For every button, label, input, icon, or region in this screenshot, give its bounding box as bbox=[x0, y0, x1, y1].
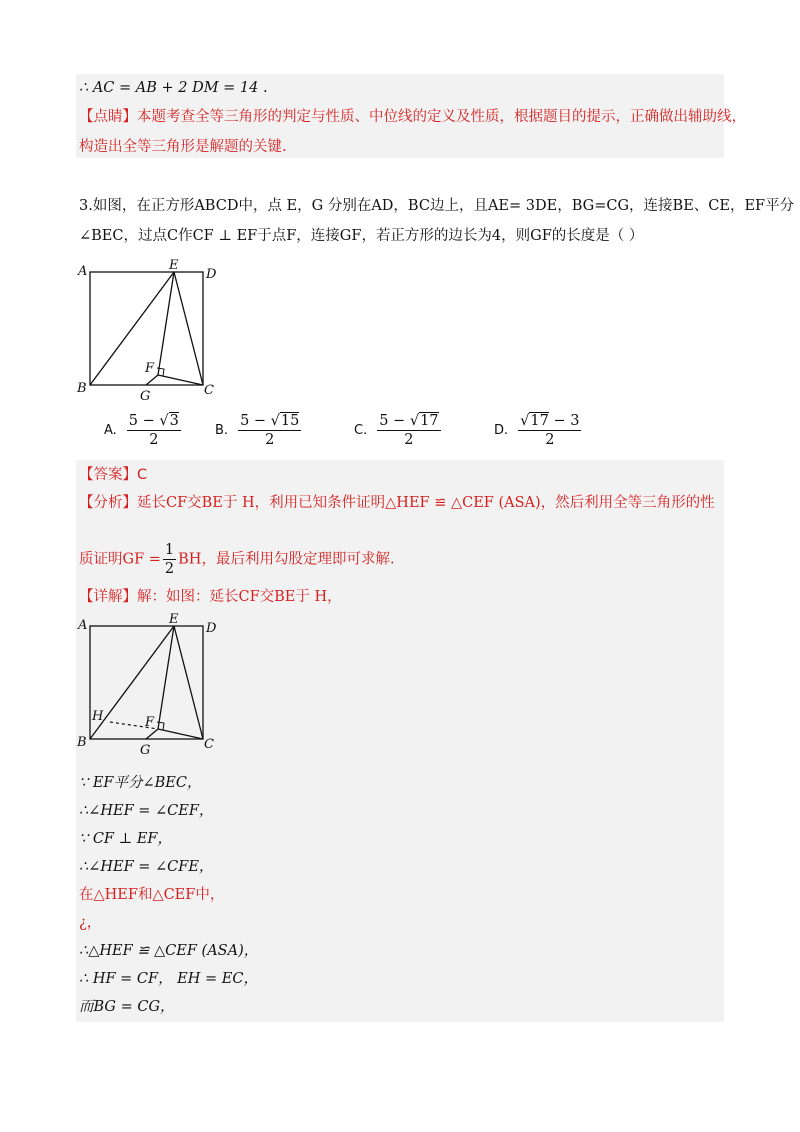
label-b: B bbox=[77, 735, 87, 750]
step-6: ¿， bbox=[79, 915, 102, 931]
comment-tag: 【点睛】 bbox=[79, 109, 137, 125]
option-b[interactable]: B. $\frac{5 - √15}{2}$ bbox=[215, 413, 300, 448]
question-line-2: ∠BEC，过点C作CF ⊥ EF于点F，连接GF，若正方形的边长为4，则GF的长度是（ ） bbox=[79, 228, 644, 244]
step-8: ∴ HF = CF， EH = EC， bbox=[79, 971, 258, 987]
detail-line: 【详解】解：如图：延长CF交BE于 H， bbox=[79, 589, 342, 605]
prev-conclusion: ∴ AC = AB + 2 DM = 14 . bbox=[79, 80, 268, 96]
step-2: ∴∠HEF = ∠CEF， bbox=[79, 803, 214, 819]
segment-ef bbox=[158, 272, 174, 375]
segment-fc bbox=[158, 375, 203, 385]
segment-be bbox=[90, 272, 174, 385]
segment-fc bbox=[158, 729, 203, 739]
segment-ce bbox=[174, 626, 203, 739]
label-f: F bbox=[145, 361, 155, 376]
segment-gf bbox=[146, 729, 158, 739]
label-g: G bbox=[140, 743, 151, 758]
label-d: D bbox=[206, 621, 217, 636]
step-1: ∵ EF平分∠BEC， bbox=[79, 775, 202, 791]
label-e: E bbox=[169, 258, 179, 273]
analysis-line-1: 【分析】延长CF交BE于 H，利用已知条件证明△HEF ≌ △CEF (ASA)，然后利用全等三角形的性 bbox=[79, 495, 715, 511]
step-9: 而BG = CG， bbox=[79, 999, 175, 1015]
step-3: ∵ CF ⊥ EF， bbox=[79, 831, 172, 847]
option-c[interactable]: C. $\frac{5 - √17}{2}$ bbox=[354, 413, 439, 448]
step-7: ∴△HEF ≌ △CEF (ASA)， bbox=[79, 943, 259, 959]
label-b: B bbox=[77, 381, 87, 396]
step-4: ∴∠HEF = ∠CFE， bbox=[79, 859, 214, 875]
segment-ce bbox=[174, 272, 203, 385]
analysis-fraction: $\frac{1}{2}$ bbox=[164, 542, 175, 577]
option-a[interactable]: A. $\frac{5 - √3}{2}$ bbox=[104, 413, 179, 448]
label-c: C bbox=[204, 383, 214, 398]
answer: 【答案】C bbox=[79, 467, 148, 483]
prev-comment-cont: 构造出全等三角形是解题的关键. bbox=[79, 139, 287, 155]
analysis-line-2: 质证明GF = $\frac{1}{2}$ BH，最后利用勾股定理即可求解. bbox=[79, 542, 395, 577]
label-a: A bbox=[78, 264, 88, 279]
question-line-1: 3.如图，在正方形ABCD中，点 E，G 分别在AD，BC边上，且AE= 3DE，BG=CG，连接BE、CE，EF平分 bbox=[79, 198, 795, 214]
square-figure bbox=[74, 258, 224, 408]
label-d: D bbox=[206, 267, 217, 282]
label-f: F bbox=[145, 715, 155, 730]
prev-comment: 【点睛】本题考查全等三角形的判定与性质、中位线的定义及性质，根据题目的提示，正确做出辅助线， bbox=[79, 109, 746, 125]
label-h: H bbox=[92, 709, 104, 724]
label-a: A bbox=[78, 618, 88, 633]
label-e: E bbox=[169, 612, 179, 627]
segment-ef bbox=[158, 626, 174, 729]
label-g: G bbox=[140, 389, 151, 404]
label-c: C bbox=[204, 737, 214, 752]
square-figure-with-h bbox=[74, 612, 224, 762]
option-d[interactable]: D. $\frac{√17 - 3}{2}$ bbox=[494, 413, 580, 448]
segment-gf bbox=[146, 375, 158, 385]
step-5: 在△HEF和△CEF中， bbox=[79, 887, 225, 903]
